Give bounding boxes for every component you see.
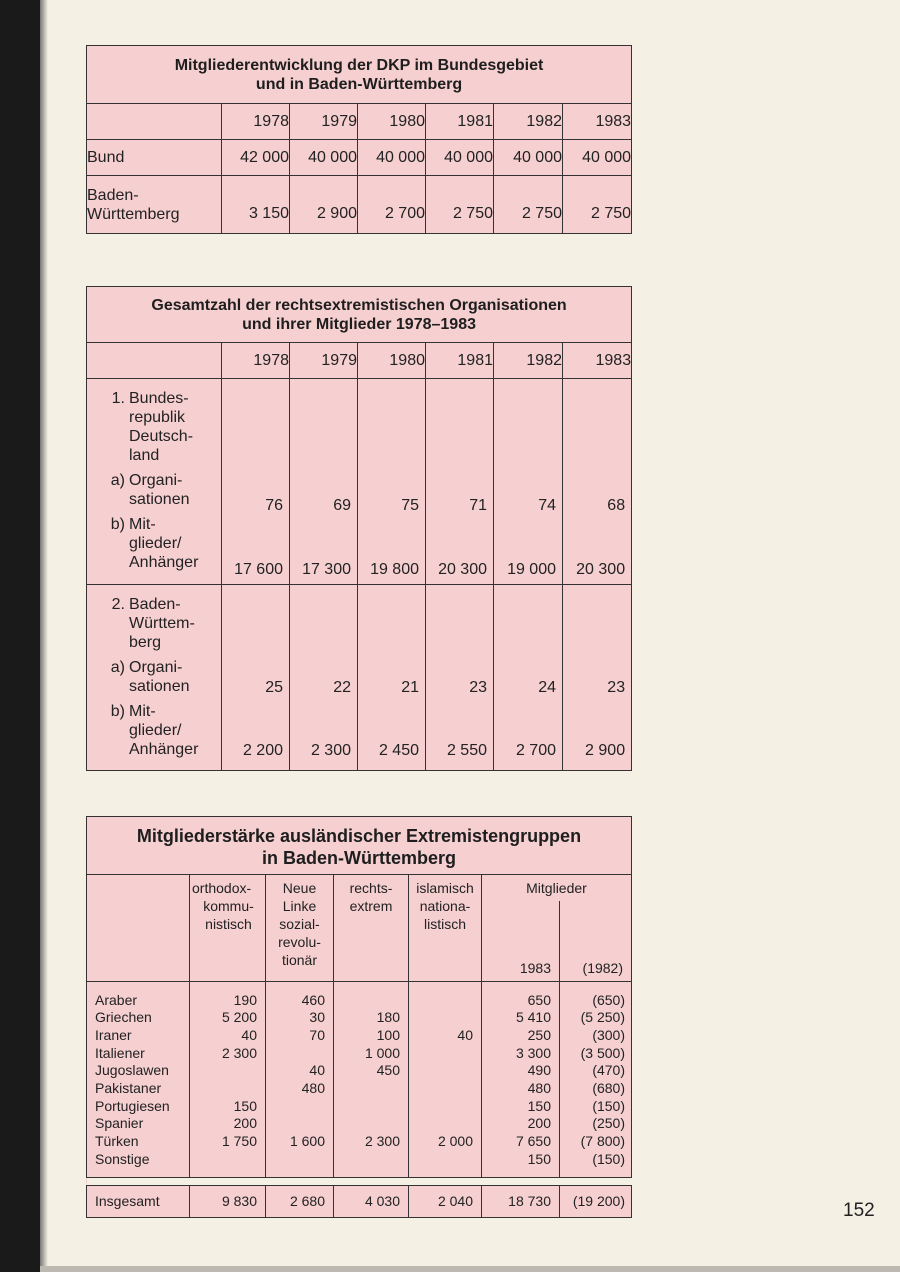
year-cell: 1980 (358, 104, 426, 140)
page-number: 152 (843, 1200, 875, 1221)
year-header-row (87, 104, 632, 140)
col-header-islamisch: islamisch nationa- listisch (409, 875, 482, 982)
col-header-1983: 1983 (482, 901, 560, 981)
year-cell: 1978 (222, 104, 290, 140)
year-cell: 1983 (563, 104, 632, 140)
year-header-row (87, 343, 632, 379)
section-label: 2. Baden- Württem- berg a) Organi- sationen b) Mit- glieder/ Anhänger (87, 585, 222, 771)
total-row: Insgesamt 9 830 2 680 4 030 2 040 18 730 (19 200) (87, 1185, 632, 1217)
year-cell: 1981 (426, 104, 494, 140)
year-cell: 1979 (290, 343, 358, 379)
rechts-values: 180 100 1 000 450 2 300 (334, 981, 409, 1177)
year-cell: 1983 (563, 343, 632, 379)
table-title: Mitgliederstärke ausländischer Extremistengruppen in Baden-Württemberg (87, 817, 632, 875)
year-cell: 1982 (494, 104, 563, 140)
table-section: 1. Bundes- republik Deutsch- land a) Organi- sationen b) Mit- glieder/ Anhänger 76 17 600 69 17 300 75 19 800 71 20 300 74 19 000 68 20 300 (87, 379, 632, 585)
col-header-orthodox: orthodox- kommu- nistisch (190, 875, 266, 982)
islamisch-values: 40 2 000 (409, 981, 482, 1177)
page-edge-gradient (40, 0, 48, 1272)
year-cell: 1980 (358, 343, 426, 379)
page-bottom-edge (40, 1266, 900, 1272)
section-label: 1. Bundes- republik Deutsch- land a) Organi- sationen b) Mit- glieder/ Anhänger (87, 379, 222, 585)
neue-linke-values: 460 30 70 40 480 1 600 (266, 981, 334, 1177)
row-label: Baden- Württemberg (87, 176, 222, 234)
orthodox-values: 190 5 200 40 2 300 150 200 1 750 (190, 981, 266, 1177)
col-header-neue-linke: Neue Linke sozial- revolu- tionär (266, 875, 334, 982)
foreign-extremist-table (86, 816, 632, 1218)
table-row: Baden- Württemberg 3 150 2 900 2 700 2 750 2 750 2 750 (87, 176, 632, 234)
table-row: Bund 42 000 40 000 40 000 40 000 40 000 40 000 (87, 140, 632, 176)
row-label: Bund (87, 140, 222, 176)
col-header-mitglieder: Mitglieder (482, 875, 632, 902)
members-1982-values: (650) (5 250) (300) (3 500) (470) (680) (150) (250) (7 800) (150) (560, 981, 632, 1177)
table-section: 2. Baden- Württem- berg a) Organi- sationen b) Mit- glieder/ Anhänger 25 2 200 22 2 300 21 2 450 23 2 550 24 2 700 23 2 900 (87, 585, 632, 771)
col-header-rechts: rechts- extrem (334, 875, 409, 982)
year-cell: 1979 (290, 104, 358, 140)
dkp-membership-table (86, 45, 632, 234)
year-cell: 1978 (222, 343, 290, 379)
book-spine-shadow (0, 0, 40, 1272)
column-header-row (87, 875, 632, 902)
table-title: Gesamtzahl der rechtsextremistischen Organisationen und ihrer Mitglieder 1978–1983 (87, 287, 632, 343)
table-title: Mitgliederentwicklung der DKP im Bundesgebiet und in Baden-Württemberg (87, 46, 632, 104)
col-header-1982: (1982) (560, 901, 632, 981)
year-cell: 1981 (426, 343, 494, 379)
total-label: Insgesamt (87, 1185, 190, 1217)
right-extremist-table (86, 286, 632, 771)
group-rows (87, 981, 632, 1177)
year-cell: 1982 (494, 343, 563, 379)
members-1983-values: 650 5 410 250 3 300 490 480 150 200 7 650 150 (482, 981, 560, 1177)
group-names: Araber Griechen Iraner Italiener Jugoslawen Pakistaner Portugiesen Spanier Türken Sonstige (87, 981, 190, 1177)
